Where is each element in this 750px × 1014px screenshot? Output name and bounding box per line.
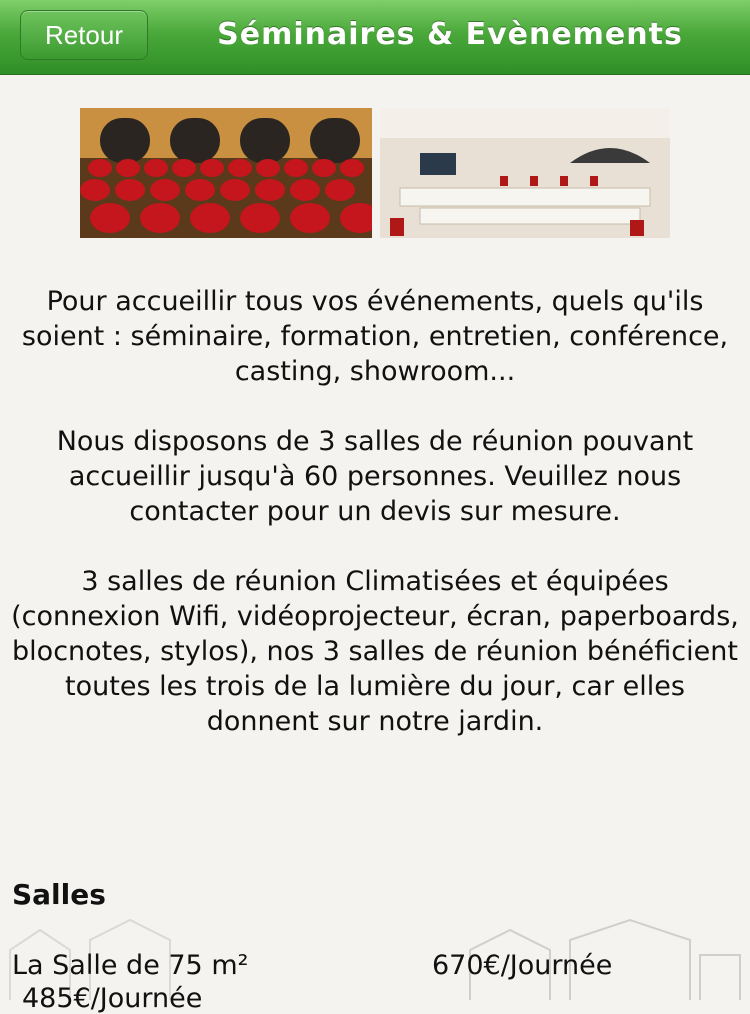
capacity-paragraph: Nous disposons de 3 salles de réunion pouvant accueillir jusqu'à 60 personnes. Veuillez nous contacter pour un devis sur mesure. (56, 426, 694, 527)
navigation-bar (0, 0, 750, 75)
intro-paragraph: Pour accueillir tous vos événements, quels qu'ils soient : séminaire, formation, entretien, conférence, casting, showroom... (21, 286, 729, 387)
room-price-partial: 485€/Journée (22, 983, 203, 1014)
photo-gallery (80, 108, 672, 238)
room-price: 670€/Journée (432, 950, 613, 981)
room-name: La Salle de 75 m² (12, 950, 249, 981)
salles-heading: Salles (12, 878, 106, 911)
conference-room-photo (80, 108, 372, 238)
equipment-paragraph: 3 salles de réunion Climatisées et équipées (connexion Wifi, vidéoprojecteur, écran, paperboards, blocnotes, stylos), nos 3 salles de réunion bénéficient toutes les trois de la lumière du jour, car elles donnent sur notre jardin. (11, 566, 739, 737)
page-title: Séminaires & Evènements (217, 17, 683, 52)
back-button[interactable]: Retour (20, 10, 148, 60)
description (10, 284, 740, 774)
meeting-room-photo (380, 108, 670, 238)
